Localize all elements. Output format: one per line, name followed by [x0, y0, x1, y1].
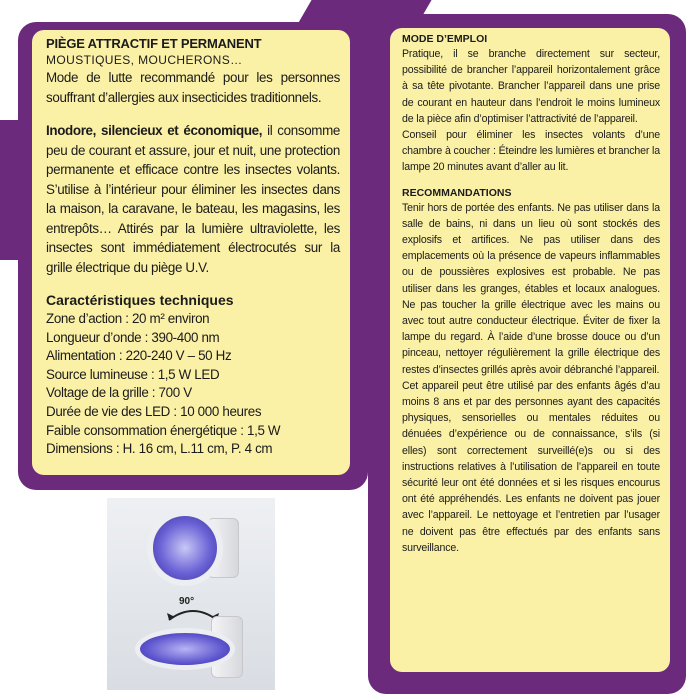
spec-item: Faible consommation énergétique : 1,5 W: [46, 422, 281, 438]
recommendations-title: RECOMMANDATIONS: [402, 186, 512, 199]
mode-paragraph-1: Pratique, il se branche directement sur secteur, possibilité de brancher l’appareil horizontalement grâce à sa tête pivotante. Brancher l’appareil dans une prise de courant en hauteur dans l’endroit le moins lumineux de la pièce afin d’optimiser l’attractivité de l’appareil.: [402, 48, 660, 125]
product-subheading: MOUSTIQUES, MOUCHERONS…: [46, 53, 243, 67]
product-photo: [107, 498, 275, 690]
mode-paragraph-2: Conseil pour éliminer les insectes volants d’une chambre à coucher : Éteindre les lumières et brancher la lampe 20 minutes avant d’aller au lit.: [402, 129, 660, 174]
product-heading: PIÈGE ATTRACTIF ET PERMANENT: [46, 36, 262, 51]
uv-lamp-vertical: [147, 510, 223, 586]
features-text: il consomme peu de courant et assure, jour et nuit, une protection permanente et efficace contre les insectes volants. S’utilise à l’intérieur pour éliminer les insectes dans la maison, la caravane, le bateau, les magasins, les entrepôts… Attirés par la lumière ultraviolette, les insectes sont immédiatement électrocutés sur la grille électrique du piège U.V.: [46, 123, 340, 275]
recommendations-paragraph-2: Cet appareil peut être utilisé par des enfants âgés d’au moins 8 ans et par des personnes ayant des capacités physiques, sensorielles ou mentales réduites ou dénuées d’expérience ou de connaissance, s’ils (si elles) sont correctement surveillé(e)s ou si des instructions relatives à l’utilisation de l’appareil en toute sécurité leur ont été données et si les risques encourus ont été appréhendés. Les enfants ne doivent pas jouer avec l’appareil. Le nettoyage et l’entretien par l’usager ne doivent pas être effectués par des enfants sans surveillance.: [402, 379, 660, 554]
recommendations-paragraph-1: Tenir hors de portée des enfants. Ne pas utiliser dans la salle de bains, ni dans un lieu où sont stockés des explosifs et artifices. Ne pas utiliser dans des emplacements où la présence de vapeurs inflammables ou de poussières explosives est probable. Ne pas utiliser dans les granges, étables et locaux analogues. Ne pas toucher la grille électrique avec les mains ou avec tout autre conducteur électrique. Éviter de fixer la lampe du regard. À l’aide d’une brosse douce ou d’un pinceau, nettoyer régulièrement la grille électrique des restes d’insectes grillés après avoir débranché l’appareil.: [402, 201, 660, 376]
spec-item: Voltage de la grille : 700 V: [46, 385, 192, 401]
uv-lamp-horizontal: [135, 628, 235, 670]
rotation-label: 90°: [179, 596, 195, 607]
specs-title: Caractéristiques techniques: [46, 292, 234, 308]
instructions-panel: [390, 28, 670, 672]
intro-paragraph: Mode de lutte recommandé pour les personnes souffrant d’allergies aux insecticides traditionnels.: [46, 70, 340, 105]
spec-item: Durée de vie des LED : 10 000 heures: [46, 403, 262, 419]
mode-title: MODE D’EMPLOI: [402, 33, 488, 45]
features-paragraph: [46, 121, 340, 277]
spec-item: Longueur d’onde : 390-400 nm: [46, 329, 220, 345]
spec-item: Alimentation : 220-240 V – 50 Hz: [46, 348, 232, 364]
product-description-panel: [32, 30, 350, 475]
spec-item: Source lumineuse : 1,5 W LED: [46, 366, 220, 382]
spec-item: Zone d’action : 20 m² environ: [46, 311, 210, 326]
spec-item: Dimensions : H. 16 cm, L.11 cm, P. 4 cm: [46, 441, 273, 457]
features-lead: Inodore, silencieux et économique,: [46, 123, 263, 138]
